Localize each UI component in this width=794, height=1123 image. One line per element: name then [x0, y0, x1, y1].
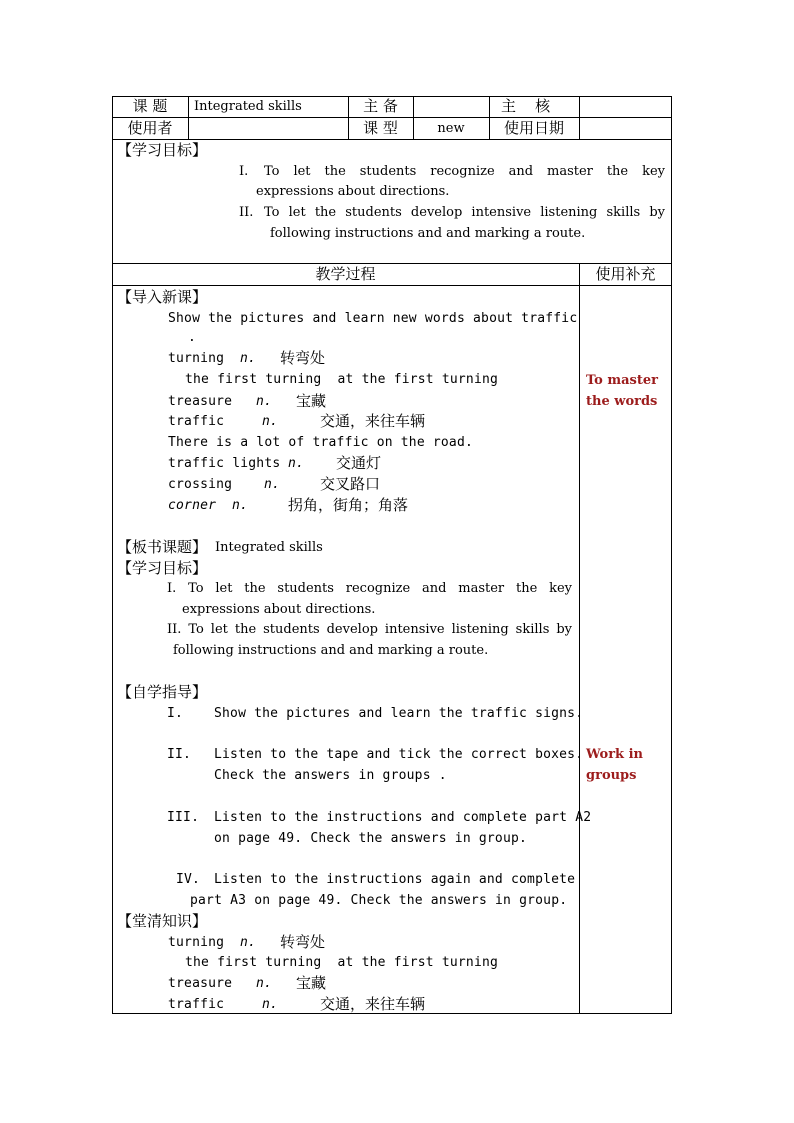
guide-step-1-number: I.: [167, 706, 184, 721]
word-traffic-cn: 交通，来往车辆: [320, 412, 426, 430]
word-treasure-cn: 宝藏: [296, 392, 327, 410]
review-word-turning-cn: 转弯处: [280, 933, 326, 951]
guide-step-2-line2: Check the answers in groups .: [214, 768, 447, 783]
guide-step-1-text: Show the pictures and learn the traffic signs.: [214, 706, 584, 721]
word-turning-cn: 转弯处: [280, 349, 326, 367]
word-corner: corner: [168, 498, 217, 513]
col-divider: [579, 263, 580, 1014]
note-to-master-line2: the words: [586, 394, 658, 409]
word-crossing-cn: 交叉路口: [320, 475, 381, 493]
intro-title: 【导入新课】: [117, 288, 208, 306]
row-divider: [112, 285, 672, 286]
guide-step-3-line1: Listen to the instructions and complete part A2: [214, 810, 592, 825]
objective-2-number: II.: [239, 205, 254, 220]
supplement-header: 使用补充: [595, 265, 656, 283]
review-word-treasure-cn: 宝藏: [296, 974, 327, 992]
word-traffic-lights: traffic lights: [168, 456, 281, 471]
word-traffic-lights-pos: n.: [288, 456, 305, 471]
board-objectives-title: 【学习目标】: [117, 559, 208, 577]
guide-step-3-number: III.: [167, 810, 200, 825]
col-divider: [579, 96, 580, 139]
board-objective-2-line2: following instructions and and marking a route.: [173, 643, 489, 658]
review-word-treasure-pos: n.: [256, 976, 273, 991]
note-work-in-groups-line1: Work in: [586, 747, 643, 762]
review-word-traffic-cn: 交通，来往车辆: [320, 995, 426, 1013]
label-topic: 课 题: [132, 97, 168, 115]
word-crossing: crossing: [168, 477, 233, 492]
word-turning: turning: [168, 351, 225, 366]
example-traffic: There is a lot of traffic on the road.: [168, 435, 474, 450]
guide-title: 【自学指导】: [117, 683, 208, 701]
word-corner-cn: 拐角，街角；角落: [288, 496, 409, 514]
word-treasure-pos: n.: [256, 394, 273, 409]
review-word-turning-pos: n.: [240, 935, 257, 950]
label-use-date: 使用日期: [503, 119, 564, 137]
review-word-traffic: traffic: [168, 997, 225, 1012]
guide-step-2-line1: Listen to the tape and tick the correct boxes.: [214, 747, 584, 762]
board-title: 【板书课题】: [117, 538, 208, 556]
board-objective-2-line1: II. To let the students develop intensive listening skills by: [167, 622, 572, 637]
note-work-in-groups-line2: groups: [586, 768, 637, 783]
note-to-master-line1: To master: [586, 373, 659, 388]
board-objective-1-line1: I. To let the students recognize and master the key: [167, 581, 572, 596]
label-lead-preparer: 主 备: [363, 97, 398, 115]
word-traffic-lights-cn: 交通灯: [336, 454, 382, 472]
review-word-turning: turning: [168, 935, 225, 950]
value-lesson-type: new: [437, 121, 465, 136]
process-header: 教学过程: [315, 265, 376, 283]
example-turning: the first turning at the first turning: [185, 372, 499, 387]
review-word-treasure: treasure: [168, 976, 233, 991]
label-lesson-type: 课 型: [363, 119, 398, 137]
intro-line-period: .: [188, 330, 197, 345]
label-reviewer: 主 核: [501, 97, 551, 115]
word-traffic: traffic: [168, 414, 225, 429]
label-user: 使用者: [127, 119, 173, 137]
value-topic: Integrated skills: [194, 99, 302, 114]
guide-step-4-line2: part A3 on page 49. Check the answers in group.: [190, 893, 568, 908]
word-turning-pos: n.: [240, 351, 257, 366]
objective-1-line2: expressions about directions.: [256, 184, 450, 199]
review-example-turning: the first turning at the first turning: [185, 955, 499, 970]
col-divider: [188, 96, 189, 139]
guide-step-4-line1: Listen to the instructions again and complete: [214, 872, 576, 887]
board-topic: Integrated skills: [215, 540, 323, 555]
review-word-traffic-pos: n.: [262, 997, 279, 1012]
guide-step-2-number: II.: [167, 747, 192, 762]
lesson-plan-document: [112, 96, 672, 1014]
word-crossing-pos: n.: [264, 477, 281, 492]
guide-step-4-number: IV.: [176, 872, 201, 887]
objective-1-line1: To let the students recognize and master the key: [264, 164, 665, 179]
objective-2-line1: To let the students develop intensive listening skills by: [264, 205, 665, 220]
objective-2-line2: following instructions and and marking a route.: [270, 226, 586, 241]
word-treasure: treasure: [168, 394, 233, 409]
objectives-title: 【学习目标】: [117, 141, 208, 159]
word-corner-pos: n.: [232, 498, 249, 513]
board-objective-1-line2: expressions about directions.: [182, 602, 376, 617]
review-title: 【堂清知识】: [117, 912, 208, 930]
intro-line: Show the pictures and learn new words about traffic: [168, 311, 578, 326]
guide-step-3-line2: on page 49. Check the answers in group.: [214, 831, 528, 846]
word-traffic-pos: n.: [262, 414, 279, 429]
objective-1-number: I.: [239, 164, 249, 179]
